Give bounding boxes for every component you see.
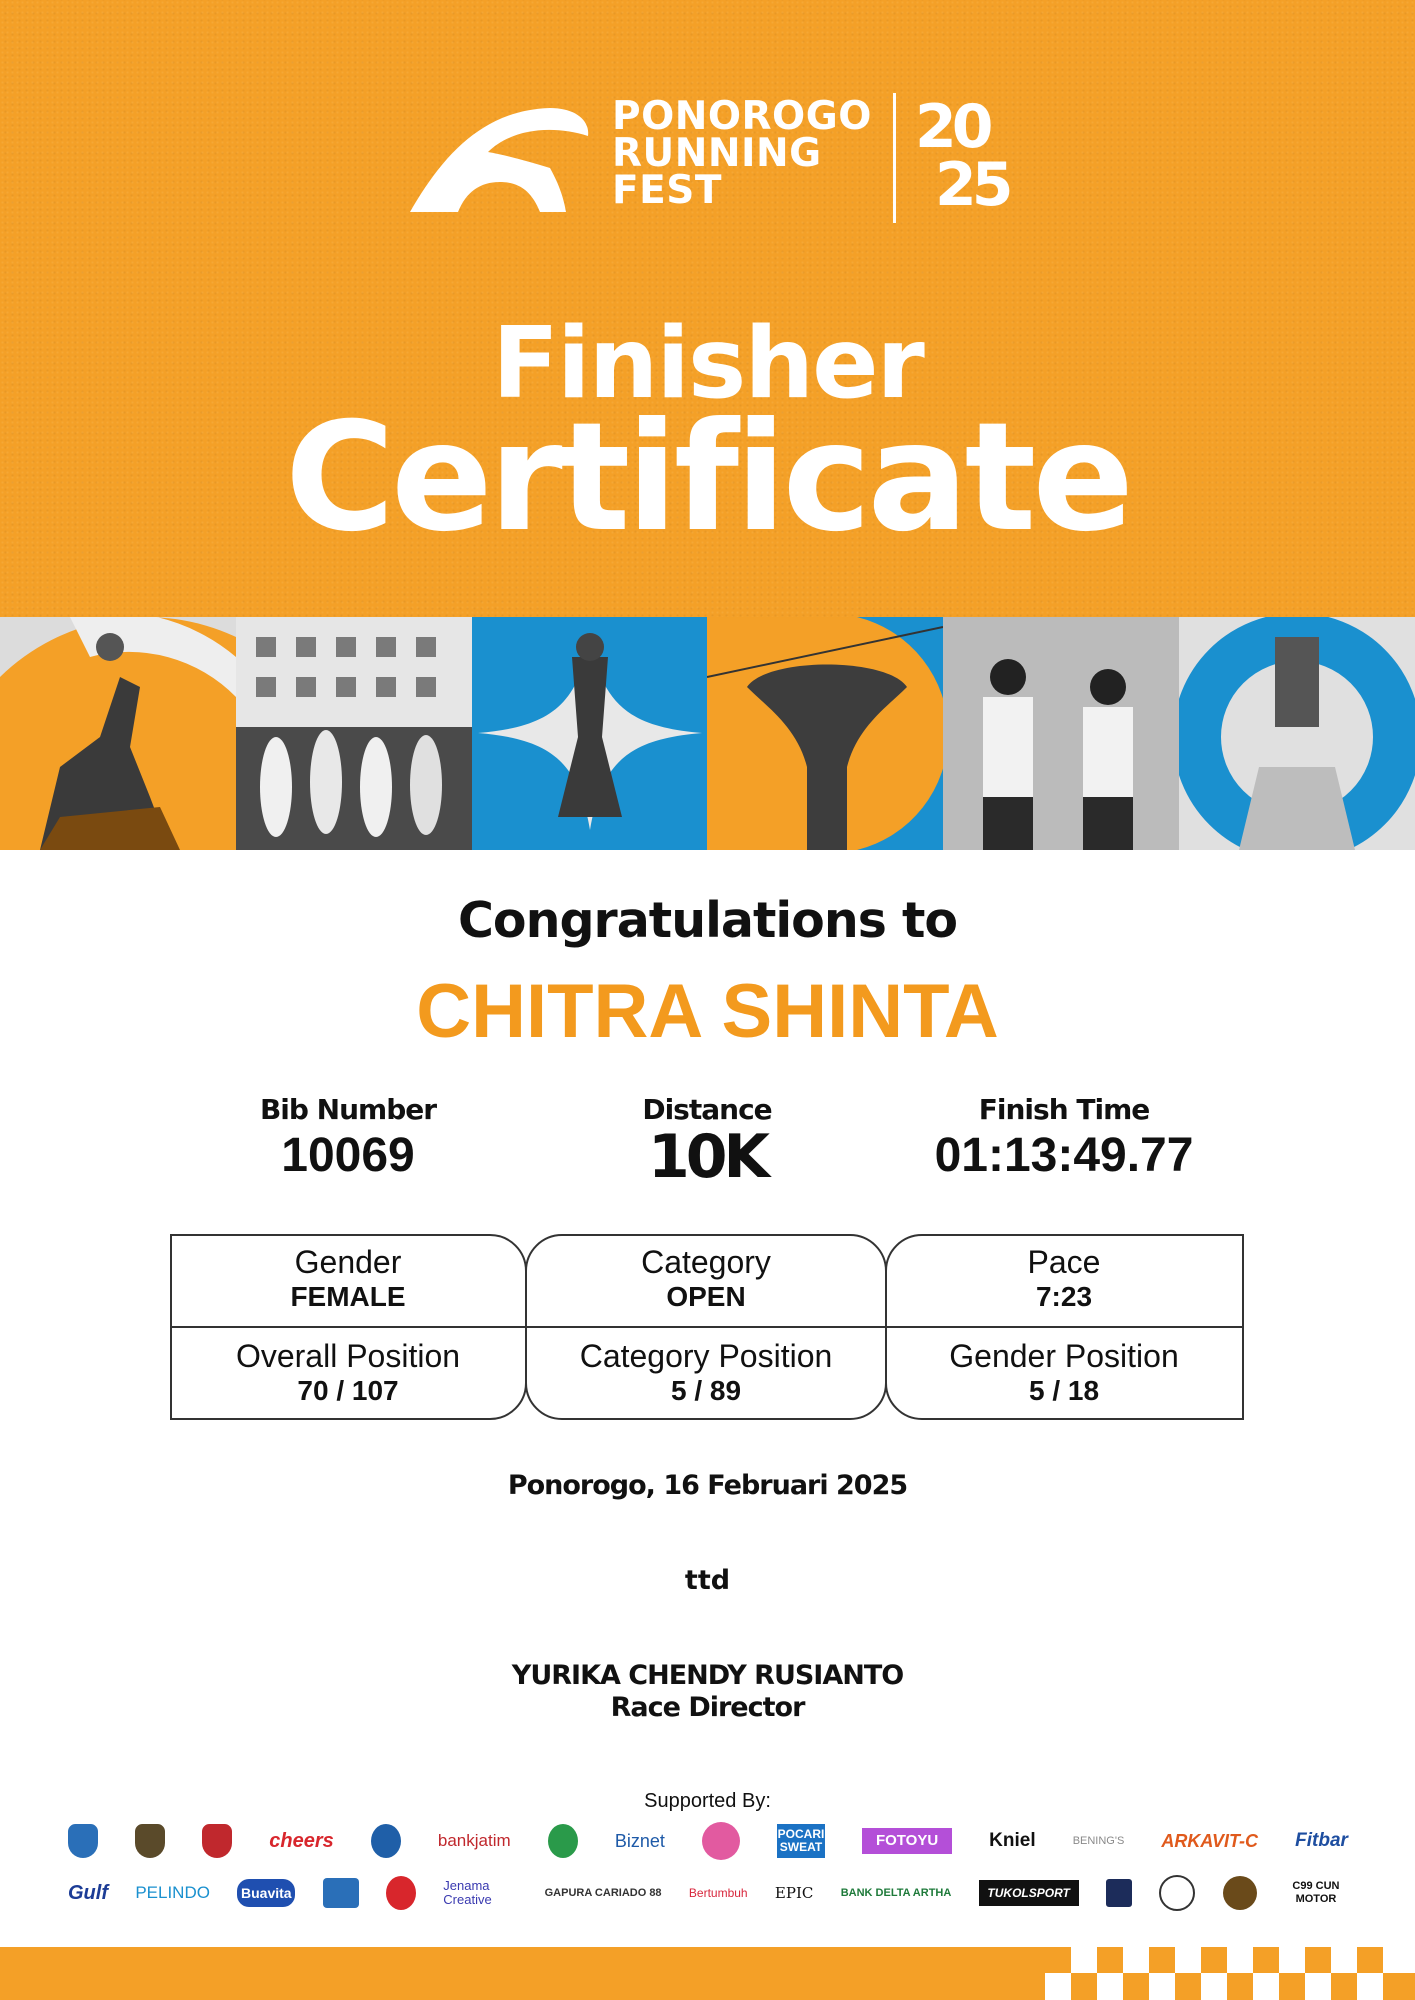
sponsor-logo-bank-delta-artha: BANK DELTA ARTHA xyxy=(840,1887,952,1899)
logo-line-2: RUNNING xyxy=(612,131,822,176)
sponsor-logo-police xyxy=(135,1821,165,1861)
stat-finish-time xyxy=(894,1092,1234,1184)
sponsor-logo-badge xyxy=(1223,1873,1257,1913)
logo-line-1: PONOROGO xyxy=(612,94,872,139)
detail-label: Overall Position xyxy=(235,1338,461,1374)
sponsor-logo-hospital xyxy=(548,1821,578,1861)
stat-distance xyxy=(537,1092,877,1192)
detail-value: OPEN xyxy=(666,1281,746,1312)
detail-label: Category Position xyxy=(579,1338,833,1374)
stat-label: Bib Number xyxy=(259,1093,437,1126)
sponsor-logo-scbd xyxy=(323,1873,359,1913)
sponsor-logo-bertumbuh: Bertumbuh xyxy=(688,1886,748,1900)
detail-value: FEMALE xyxy=(290,1281,406,1312)
sponsor-row-1 xyxy=(68,1821,1348,1861)
detail-value: 7:23 xyxy=(1035,1281,1093,1312)
event-year-bottom: 25 xyxy=(935,150,1009,220)
sponsor-logo-pangestu xyxy=(386,1873,416,1913)
sponsors-heading: Supported By: xyxy=(644,1790,771,1812)
sponsor-logo-arkavit: ARKAVIT-C xyxy=(1161,1831,1259,1851)
stat-bib-number xyxy=(178,1092,518,1184)
sponsor-logo-epic: EPIC xyxy=(774,1884,814,1902)
participant-name: CHITRA SHINTA xyxy=(416,969,999,1054)
logo-line-3: FEST xyxy=(612,168,722,213)
sponsor-logo-biznet: Biznet xyxy=(614,1831,665,1851)
director-title: Race Director xyxy=(610,1692,805,1723)
detail-value: 70 / 107 xyxy=(297,1375,399,1406)
detail-label: Gender Position xyxy=(949,1338,1179,1374)
stat-value: 10069 xyxy=(281,1129,415,1182)
signature-mark: ttd xyxy=(684,1565,731,1596)
stat-value: 10K xyxy=(648,1122,766,1192)
sponsor-logo-bankjatim: bankjatim xyxy=(437,1831,511,1850)
photo-panel-monument xyxy=(707,617,943,850)
photo-panel-statue xyxy=(0,617,236,850)
sponsor-logo-gulf: Gulf xyxy=(68,1882,108,1904)
sponsor-row-2 xyxy=(68,1873,1348,1913)
sponsor-logo-kadin xyxy=(371,1821,401,1861)
sponsor-logo-circle xyxy=(702,1821,740,1861)
sponsor-logo-kniel: Kniel xyxy=(989,1830,1036,1851)
event-year xyxy=(915,92,1015,220)
sponsor-logo-c99: C99 CUN MOTOR xyxy=(1292,1880,1340,1905)
detail-label: Gender xyxy=(294,1244,402,1280)
certificate-title-line-1: Finisher xyxy=(492,307,923,421)
stat-value: 01:13:49.77 xyxy=(934,1129,1194,1182)
detail-gender-position xyxy=(886,1338,1242,1408)
details-grid xyxy=(170,1234,1244,1420)
director-name: YURIKA CHENDY RUSIANTO xyxy=(511,1660,904,1691)
sponsor-logo-fotoyu: FOTOYU xyxy=(862,1828,952,1854)
detail-category-position xyxy=(528,1338,884,1408)
sponsor-logo-jenama: Jenama Creative xyxy=(443,1878,492,1907)
sponsor-logo-pelindo: PELINDO xyxy=(135,1883,210,1902)
event-logo-icon xyxy=(400,100,590,220)
sponsor-logo-buavita: Buavita xyxy=(237,1879,295,1907)
sponsor-logo-tukolsport: TUKOLSPORT xyxy=(979,1880,1079,1906)
sponsor-logo-benings: BENING'S xyxy=(1072,1835,1125,1847)
photo-panel-dancer xyxy=(472,617,708,850)
sponsor-logo-gapura: GAPURA CARIADO 88 xyxy=(544,1887,662,1899)
header-banner xyxy=(0,0,1415,617)
sponsor-logo-kodim xyxy=(202,1821,232,1861)
photo-panel-women xyxy=(943,617,1179,850)
certificate-title-line-2: Certificate xyxy=(284,391,1131,565)
detail-overall-position xyxy=(170,1338,526,1408)
sponsor-logo-fitbar: Fitbar xyxy=(1295,1830,1348,1851)
stat-label: Finish Time xyxy=(978,1093,1150,1126)
sponsor-logo-pocari: POCARI SWEAT xyxy=(777,1824,825,1858)
detail-value: 5 / 18 xyxy=(1028,1375,1100,1406)
detail-pace xyxy=(886,1244,1242,1314)
sponsor-logo-wr xyxy=(1159,1873,1195,1913)
race-director xyxy=(0,1660,1415,1724)
detail-label: Pace xyxy=(1027,1244,1101,1280)
detail-label: Category xyxy=(641,1244,771,1280)
photo-panel-runners xyxy=(236,617,472,850)
photo-panel-trophy xyxy=(1179,617,1415,850)
photo-strip xyxy=(0,617,1415,850)
event-year-top: 20 xyxy=(915,92,989,162)
event-logo-text xyxy=(612,94,872,213)
stat-label: Distance xyxy=(642,1093,772,1126)
detail-value: 5 / 89 xyxy=(670,1375,742,1406)
sponsor-logo-regency xyxy=(68,1821,98,1861)
sponsor-logo-hills xyxy=(1106,1873,1132,1913)
place-date: Ponorogo, 16 Februari 2025 xyxy=(507,1470,908,1501)
greeting-text: Congratulations to xyxy=(457,892,958,949)
checker-pattern xyxy=(1045,1947,1415,2000)
logo-divider xyxy=(893,93,896,223)
detail-category xyxy=(528,1244,884,1314)
sponsor-logo-cheers: cheers xyxy=(269,1830,334,1852)
detail-gender xyxy=(170,1244,526,1314)
